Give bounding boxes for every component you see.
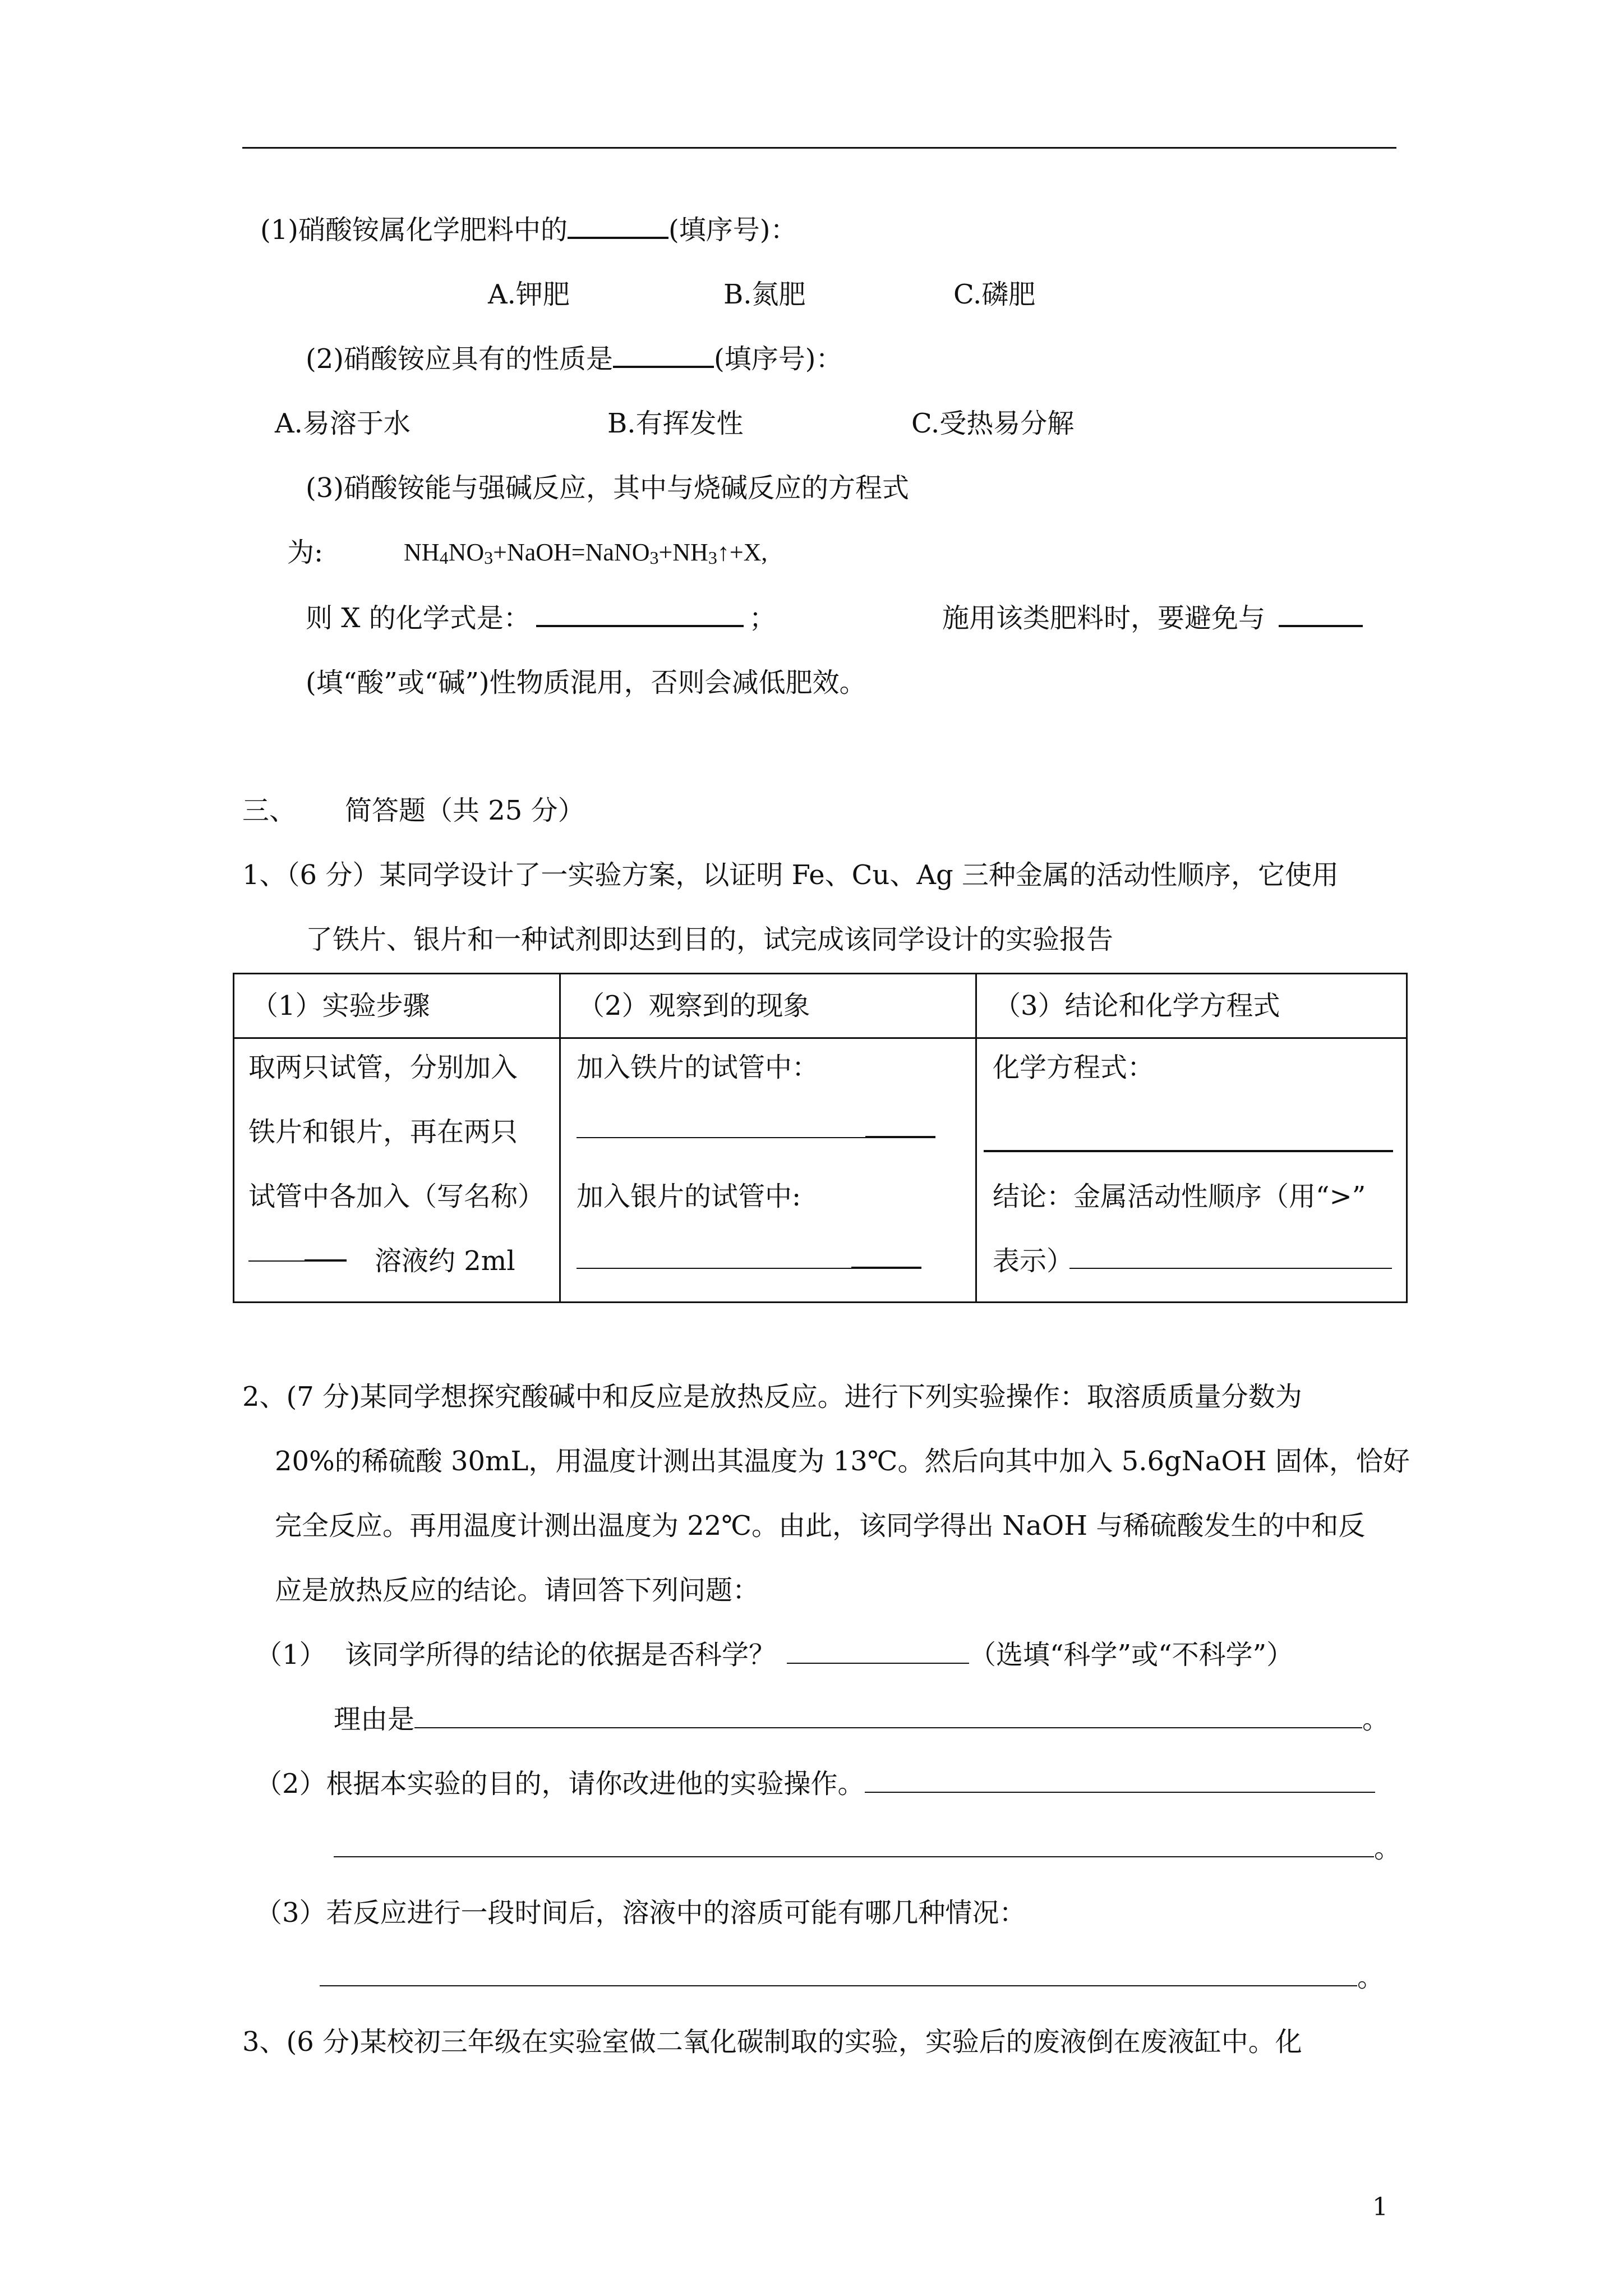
q1-part2-text: (2)硝酸铵应具有的性质是	[306, 343, 613, 375]
answer-blank[interactable]	[536, 608, 744, 627]
q1-part2	[306, 342, 842, 376]
sq2-q2-cont: 。	[334, 1832, 1401, 1865]
header-rule	[242, 147, 1396, 149]
table-cell-conclusion: 化学方程式： 结论：金属活动性顺序（用“>” 表示）	[976, 1038, 1407, 1303]
sq1-line1: 1、（6 分）某同学设计了一实验方案，以证明 Fe、Cu、Ag 三种金属的活动性顺序，它使用	[242, 859, 1339, 891]
avoid-line: 施用该类肥料时，要避免与	[942, 601, 1363, 635]
option-a: A.钾肥	[488, 279, 570, 310]
q1-part2-suffix: (填序号)：	[714, 343, 843, 375]
answer-blank[interactable]	[577, 1268, 851, 1269]
answer-blank[interactable]	[1069, 1268, 1392, 1269]
q1-part3-wei: 为:	[287, 537, 324, 568]
option-a: A.易溶于水	[275, 408, 411, 439]
table-cell-steps: 取两只试管，分别加入 铁片和银片，再在两只 试管中各加入（写名称） 溶液约 2ml	[234, 1038, 560, 1303]
table-cell-observation: 加入铁片的试管中： 加入银片的试管中:	[560, 1038, 976, 1303]
answer-blank[interactable]	[568, 220, 668, 239]
sq2-line1: 2、(7 分)某同学想探究酸碱中和反应是放热反应。进行下列实验操作：取溶质质量分数为	[242, 1381, 1302, 1412]
answer-blank[interactable]	[984, 1150, 1393, 1152]
answer-blank[interactable]	[414, 1710, 1362, 1728]
sq2-q1: 该同学所得的结论的依据是否科学？ （选填“科学”或“不科学”）	[345, 1639, 1294, 1671]
sq2-q3-cont: 。	[320, 1961, 1384, 1994]
section-number: 三、	[242, 795, 297, 826]
sq1-line2: 了铁片、银片和一种试剂即达到目的，试完成该同学设计的实验报告	[306, 924, 1114, 955]
q1-part3: (3)硝酸铵能与强碱反应，其中与烧碱反应的方程式	[306, 472, 909, 504]
sq2-q2: （2）根据本实验的目的，请你改进他的实验操作。	[255, 1767, 1375, 1801]
option-b: B.氮肥	[723, 279, 806, 310]
answer-blank[interactable]	[334, 1839, 1374, 1857]
answer-blank[interactable]	[248, 1260, 305, 1262]
q1-part1-text: (1)硝酸铵属化学肥料中的	[260, 214, 568, 246]
answer-blank[interactable]	[1279, 608, 1363, 627]
x-formula-line: 则 X 的化学式是： ；	[306, 602, 776, 634]
answer-blank[interactable]	[320, 1968, 1357, 1986]
experiment-table	[233, 973, 1408, 1303]
sq2-reason: 理由是 。	[334, 1704, 1390, 1735]
option-b: B.有挥发性	[607, 408, 744, 439]
option-c: C.磷肥	[953, 279, 1036, 310]
avoid-line-2: (填“酸”或“碱”)性物质混用，否则会减低肥效。	[306, 667, 866, 698]
page-number: 1	[1372, 2193, 1388, 2221]
sq2-line2: 20%的稀硫酸 30mL，用温度计测出其温度为 13℃。然后向其中加入 5.6gNaOH 固体，恰好	[275, 1446, 1410, 1477]
sq3-line1: 3、(6 分)某校初三年级在实验室做二氧化碳制取的实验，实验后的废液倒在废液缸中。化	[242, 2026, 1302, 2058]
chemical-equation: $NH_4NO_3+NaOH=NaNO_3+NH_3↑+X$,	[404, 539, 768, 568]
sq2-q1-num: （1）	[255, 1639, 326, 1671]
section-title: 简答题（共 25 分）	[345, 795, 585, 826]
answer-blank[interactable]	[577, 1137, 865, 1138]
q1-part1	[260, 213, 797, 247]
table-header: （1）实验步骤	[234, 974, 560, 1038]
answer-blank[interactable]	[613, 349, 714, 368]
table-header: （3）结论和化学方程式	[976, 974, 1407, 1038]
table-header: （2）观察到的现象	[560, 974, 976, 1038]
q1-part1-suffix: (填序号)：	[668, 214, 797, 246]
sq2-line3: 完全反应。再用温度计测出温度为 22℃。由此，该同学得出 NaOH 与稀硫酸发生的中和反	[275, 1510, 1366, 1542]
answer-blank[interactable]	[787, 1646, 969, 1664]
answer-blank[interactable]	[865, 1775, 1375, 1793]
option-c: C.受热易分解	[911, 408, 1075, 439]
sq2-line4: 应是放热反应的结论。请回答下列问题：	[275, 1575, 760, 1606]
sq2-q3: （3）若反应进行一段时间后，溶液中的溶质可能有哪几种情况：	[255, 1897, 1026, 1929]
